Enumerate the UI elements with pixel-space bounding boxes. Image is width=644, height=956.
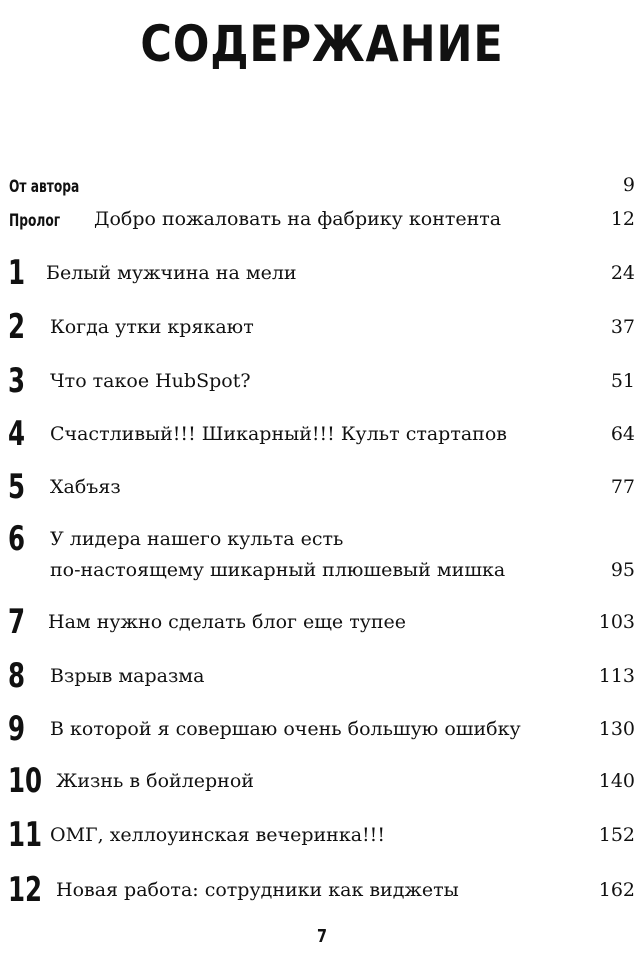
toc-page-number: 130 [598, 718, 635, 740]
toc-chapter-number: 2 [8, 307, 26, 347]
toc-page-number: 152 [598, 824, 635, 846]
toc-chapter-number: 10 [8, 761, 43, 801]
toc-page-number: 140 [598, 770, 635, 792]
toc-label: Пролог [9, 211, 61, 231]
toc-page-number: 95 [610, 559, 635, 581]
toc-chapter-number: 7 [8, 602, 26, 642]
toc-title: ОМГ, хеллоуинская вечеринка!!! [50, 824, 385, 846]
page-number-footer: 7 [316, 926, 328, 947]
toc-title: Новая работа: сотрудники как виджеты [56, 879, 459, 901]
toc-title: Что такое HubSpot? [50, 370, 251, 392]
toc-page-number: 9 [622, 174, 635, 196]
toc-title: Взрыв маразма [50, 665, 205, 687]
toc-title: Когда утки крякают [50, 316, 254, 338]
toc-page-number: 103 [598, 611, 635, 633]
toc-title-continuation: по-настоящему шикарный плюшевый мишка [50, 559, 506, 581]
toc-page-number: 77 [610, 476, 635, 498]
toc-chapter-number: 6 [8, 519, 26, 559]
toc-title: Нам нужно сделать блог еще тупее [48, 611, 407, 633]
toc-chapter-number: 3 [8, 361, 26, 401]
toc-chapter-number: 8 [8, 656, 26, 696]
toc-title: Жизнь в бойлерной [56, 770, 254, 792]
toc-chapter-number: 11 [8, 815, 43, 855]
toc-page-number: 162 [598, 879, 635, 901]
toc-page-number: 12 [610, 208, 635, 230]
toc-title: Счастливый!!! Шикарный!!! Культ стартапов [50, 423, 507, 445]
toc-chapter-number: 9 [8, 709, 26, 749]
toc-page-number: 51 [610, 370, 635, 392]
toc-label: От автора [9, 177, 80, 197]
toc-page-number: 113 [598, 665, 635, 687]
toc-title: В которой я совершаю очень большую ошибку [50, 718, 521, 740]
toc-page-number: 24 [610, 262, 635, 284]
toc-title: Хабъяз [50, 476, 121, 498]
toc-chapter-number: 1 [8, 253, 26, 293]
toc-chapter-number: 12 [8, 870, 43, 910]
toc-title: Белый мужчина на мели [46, 262, 297, 284]
toc-chapter-number: 4 [8, 414, 26, 454]
toc-page-number: 37 [610, 316, 635, 338]
toc-page-number: 64 [610, 423, 635, 445]
toc-title: У лидера нашего культа есть [50, 528, 344, 550]
toc-chapter-number: 5 [8, 467, 26, 507]
toc-title: Добро пожаловать на фабрику контента [94, 208, 502, 230]
page-title: СОДЕРЖАНИЕ [140, 15, 504, 73]
